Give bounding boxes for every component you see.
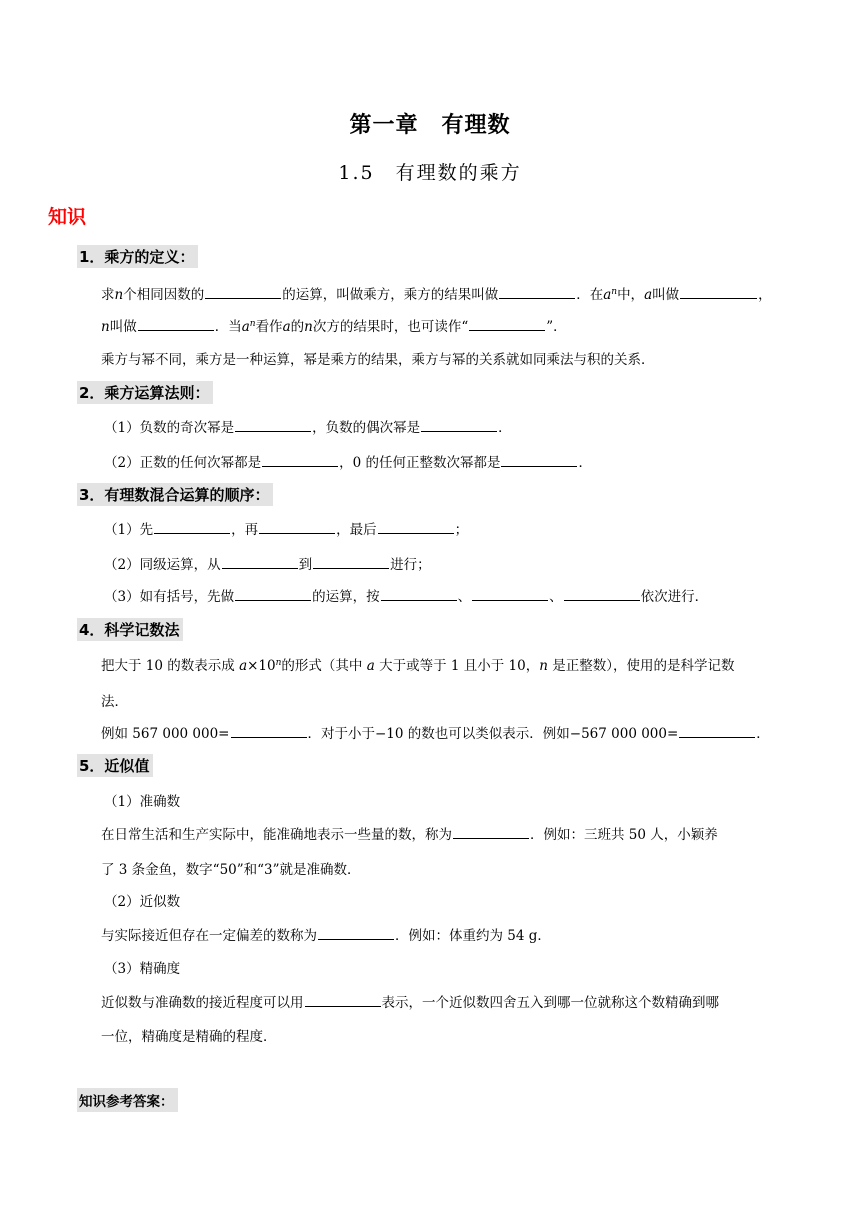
definition-line-3: 乘方与幂不同，乘方是一种运算，幂是乘方的结果，乘方与幂的关系就如同乘法与积的关系． [101,352,655,368]
text: ，负数的偶次幂是 [312,420,421,436]
fill-blank[interactable] [453,825,529,839]
exponent-n: n [249,319,256,329]
rules-line-2 [104,451,592,471]
text: ．例如：三班共 50 人，小颖养 [530,827,718,843]
fill-blank[interactable] [501,453,577,467]
exact-number-line-2: 了 3 条金鱼，数字“50”和“3”就是准确数． [101,862,361,878]
text: （3）如有括号，先做 [104,589,235,605]
order-line-3 [104,585,708,605]
approx-number-title: （2）近似数 [104,894,181,910]
var-a: a [603,287,612,303]
heading-order: 3．有理数混合运算的顺序： [77,483,273,506]
text: ．当 [214,319,242,335]
var-a: a [241,319,250,335]
text: ． [578,455,592,471]
text: ，再 [231,522,259,538]
fill-blank[interactable] [469,317,545,331]
var-n: n [114,287,124,303]
order-line-2 [104,553,431,573]
exponent-n: n [611,287,618,297]
knowledge-label: 知识 [48,206,87,228]
fill-blank[interactable] [235,418,311,432]
text: 、 [549,589,563,605]
text: ， [758,287,772,303]
fill-blank[interactable] [262,453,338,467]
text: 依次进行． [640,589,709,605]
rules-line-1 [104,416,512,436]
fill-blank[interactable] [305,993,381,1007]
heading-definition: 1．乘方的定义： [77,245,198,268]
fill-blank[interactable] [205,285,281,299]
exact-number-line-1 [101,823,718,843]
text: 叫做 [109,319,137,335]
text: 的运算，叫做乘方，乘方的结果叫做 [282,287,499,303]
text: 在日常生活和生产实际中，能准确地表示一些量的数，称为 [101,827,452,843]
text: （1）负数的奇次幂是 [104,420,235,436]
text: 个相同因数的 [123,287,205,303]
fill-blank[interactable] [472,587,548,601]
definition-line-1 [101,283,772,303]
fill-blank[interactable] [381,587,457,601]
text: 与实际接近但存在一定偏差的数称为 [101,928,317,944]
chapter-title: 第一章 有理数 [349,113,511,138]
exponent-n: n [275,658,282,668]
text: 的运算，按 [312,589,380,605]
notation-line-1 [101,654,734,674]
fill-blank[interactable] [313,555,389,569]
section-title: 1.5 有理数的乘方 [338,162,522,184]
fill-blank[interactable] [318,926,394,940]
text: ． [498,420,512,436]
text: ． [756,726,770,742]
text: 看作 [255,319,283,335]
fill-blank[interactable] [222,555,298,569]
text: 求 [101,287,115,303]
text: 、 [457,589,472,605]
exact-number-title: （1）准确数 [104,794,181,810]
fill-blank[interactable] [378,520,454,534]
text: 近似数与准确数的接近程度可以用 [101,995,304,1011]
var-a: a [282,319,291,335]
precision-line-2: 一位，精确度是精确的程度． [101,1029,277,1045]
text: ； [454,522,469,538]
text: 大于或等于 1 且小于 10， [374,658,540,674]
text: ”． [546,319,567,335]
answers-label: 知识参考答案： [77,1088,178,1112]
fill-blank[interactable] [235,587,311,601]
text: ．例如：体重约为 54 g． [395,928,551,944]
notation-line-3 [101,722,770,742]
text: ．在 [576,287,604,303]
var-a: a [644,287,653,303]
text: （2）同级运算，从 [104,557,221,573]
fill-blank[interactable] [564,587,640,601]
text: 进行； [390,557,431,573]
text: （1）先 [104,522,154,538]
text: 的形式（其中 [281,658,367,674]
notation-line-2: 法． [101,694,128,710]
text: 次方的结果时，也可读作“ [312,319,469,335]
text: ．对于小于−10 的数也可以类似表示．例如−567 000 000= [307,726,679,742]
text: 例如 567 000 000= [101,726,230,742]
fill-blank[interactable] [499,285,575,299]
precision-title: （3）精确度 [104,961,181,977]
text: ×10 [247,658,276,674]
fill-blank[interactable] [679,724,755,738]
text: 的 [290,319,305,335]
var-n: n [101,319,110,335]
fill-blank[interactable] [154,520,230,534]
text: （2）正数的任何次幂都是 [104,455,262,471]
text: 到 [298,557,313,573]
approx-number-line-1 [101,924,551,944]
text: 表示，一个近似数四舍五入到哪一位就称这个数精确到哪 [381,995,719,1011]
fill-blank[interactable] [680,285,757,299]
fill-blank[interactable] [138,317,214,331]
text: 是正整数），使用的是科学记数 [547,658,735,674]
order-line-1 [104,518,468,538]
text: ，最后 [336,522,377,538]
var-n: n [539,658,548,674]
heading-scientific-notation: 4．科学记数法 [77,618,183,641]
heading-approximation: 5．近似值 [77,754,153,777]
text: 中， [617,287,645,303]
heading-rules: 2．乘方运算法则： [77,381,213,404]
fill-blank[interactable] [259,520,335,534]
var-n: n [304,319,313,335]
fill-blank[interactable] [231,724,307,738]
var-a: a [239,658,248,674]
text: 叫做 [652,287,680,303]
text: 把大于 10 的数表示成 [101,658,240,674]
text: ，0 的任何正整数次幂都是 [339,455,501,471]
precision-line-1 [101,991,719,1011]
var-a: a [366,658,375,674]
fill-blank[interactable] [421,418,497,432]
definition-line-2 [101,315,567,335]
